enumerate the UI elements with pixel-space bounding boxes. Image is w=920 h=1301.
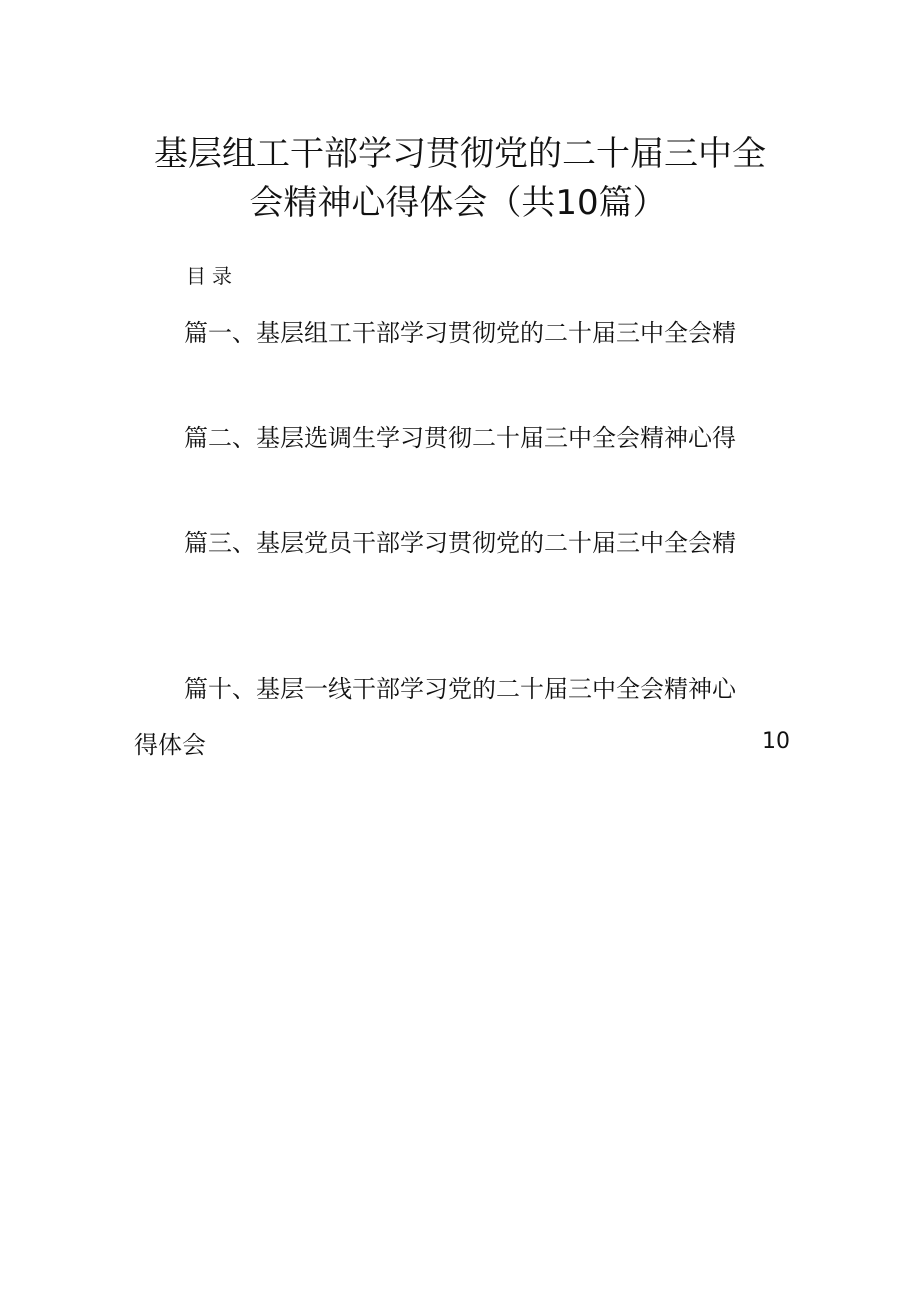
toc-entry-2[interactable]: 篇二、基层选调生学习贯彻二十届三中全会精神心得: [184, 424, 736, 452]
toc-entry-1[interactable]: 篇一、基层组工干部学习贯彻党的二十届三中全会精: [184, 319, 736, 347]
toc-entry-10-continuation[interactable]: 得体会: [134, 731, 206, 759]
document-title-line-2: 会精神心得体会（共10篇）: [249, 183, 667, 223]
toc-entry-3[interactable]: 篇三、基层党员干部学习贯彻党的二十届三中全会精: [184, 529, 736, 557]
toc-entry-10[interactable]: 篇十、基层一线干部学习党的二十届三中全会精神心: [184, 675, 736, 703]
document-title-line-1: 基层组工干部学习贯彻党的二十届三中全: [154, 134, 766, 174]
toc-heading: 目录: [186, 264, 238, 288]
toc-entry-10-page-number: 10: [762, 729, 790, 754]
